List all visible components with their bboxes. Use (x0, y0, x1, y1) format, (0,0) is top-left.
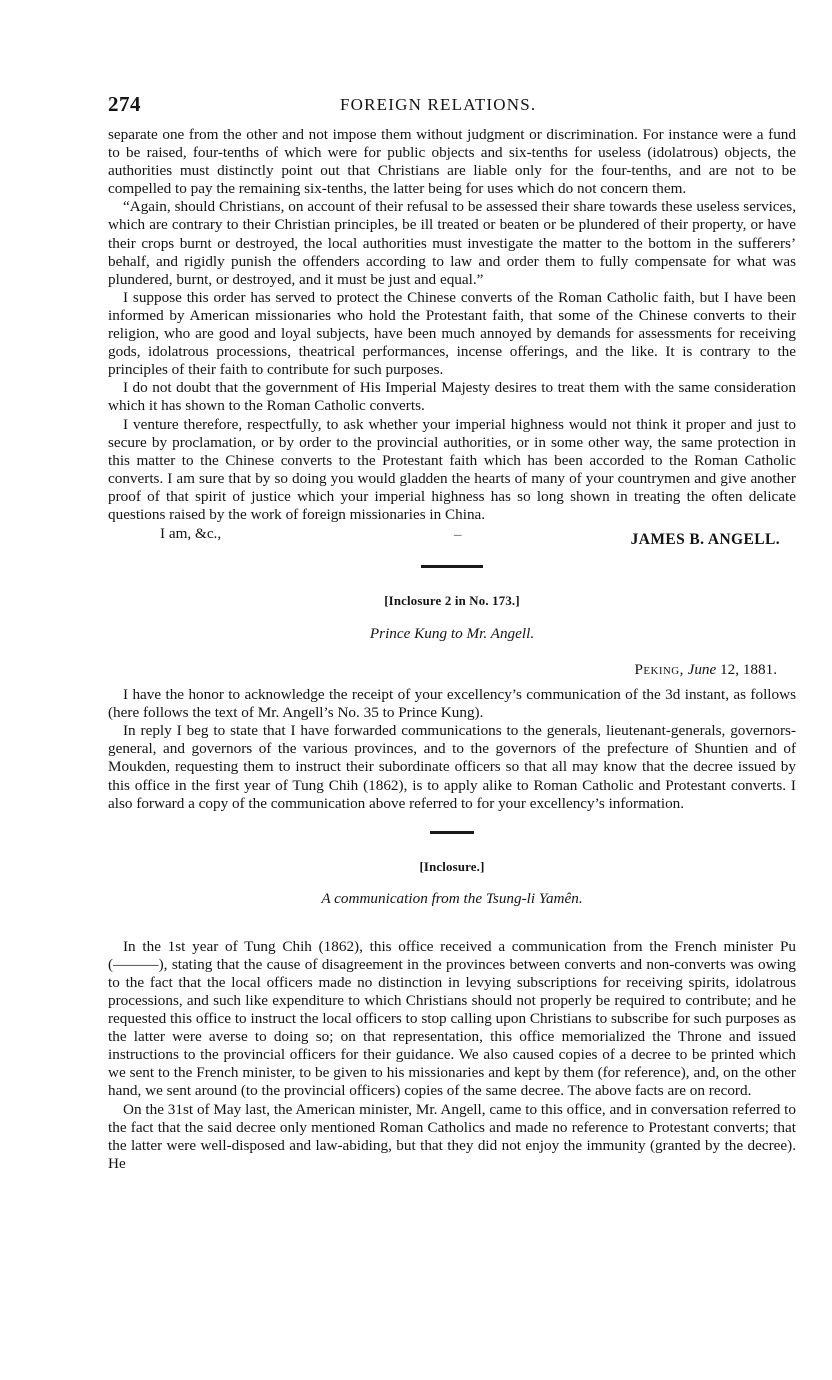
letter-paragraph: I suppose this order has served to protect the Chinese converts of the Roman Catholic faith, but I have been informed by American missionaries who hold the Protestant faith, that some of the Chinese converts to their religion, who are good and loyal subjects, have been much annoyed by demands for assessments for receiving gods, idolatrous processions, theatrical performances, incense offerings, and the like. It is contrary to the principles of their faith to contribute for such purposes. (108, 288, 796, 379)
running-title: FOREIGN RELATIONS. (340, 95, 537, 114)
page-number: 274 (108, 92, 141, 116)
signature: JAMES B. ANGELL. (630, 531, 780, 549)
inclosure-label: [Inclosure 2 in No. 173.] (384, 594, 520, 609)
section-divider (430, 831, 474, 834)
communication-paragraph: On the 31st of May last, the American minister, Mr. Angell, came to this office, and in conversation referred to the fact that the said decree only mentioned Roman Catholics and made no reference to Protestant converts; that the latter were well-disposed and law-abiding, but that they did not enjoy the immunity (granted by the decree). He (108, 1100, 796, 1172)
dateline-date: 12, 1881. (720, 661, 777, 679)
section-divider (421, 565, 483, 568)
communication-body (108, 938, 796, 1173)
letter-paragraph: separate one from the other and not impose them without judgment or discrimination. For instance were a fund to be raised, four-tenths of which were for public objects and six-tenths for useless (idolatrous) objects, the authorities must distinctly point out that Christians are liable only for the four-tenths, and are not to be compelled to pay the remaining six-tenths, the latter being for uses which do not concern them. (108, 126, 796, 198)
document-title: Prince Kung to Mr. Angell. (369, 625, 535, 643)
inclosure-paragraph: I have the honor to acknowledge the receipt of your excellency’s communication of the 3d instant, as follows (here follows the text of Mr. Angell’s No. 35 to Prince Kung). (108, 686, 796, 722)
closing-salutation: I am, &c., (160, 525, 222, 543)
stray-mark: – (454, 527, 462, 544)
document-page (108, 92, 796, 1173)
letter-paragraph: “Again, should Christians, on account of their refusal to be assessed their share towards these useless services, which are contrary to their Christian principles, be ill treated or beaten or be plundered of their property, or have their crops burnt or destroyed, the local authorities must investigate the matter to the bottom in the sufferers’ behalf, and rigidly punish the offenders according to law and order them to fully compensate for what was plundered, burnt, or destroyed, and it must be just and equal.” (108, 198, 796, 288)
inclosure-paragraph: In reply I beg to state that I have forwarded communications to the generals, lieutenant-generals, governors-general, and governors of the various provinces, and to the governors of the prefecture of Shuntien and of Moukden, requesting them to instruct their subordinate officers so that all may know that the decree issued by this office in the first year of Tung Chih (1862), is to apply alike to Roman Catholic and Protestant converts. I also forward a copy of the communication above referred to for your excellency’s information. (108, 722, 796, 812)
inclosure-body (108, 686, 796, 813)
running-head (108, 92, 796, 126)
dateline-place: Peking, (634, 661, 684, 679)
dateline-month: June (687, 661, 717, 679)
inclosure-label: [Inclosure.] (419, 859, 485, 874)
communication-paragraph: In the 1st year of Tung Chih (1862), this office received a communication from the French minister Pu (———), stating that the cause of disagreement in the provinces between converts and non-converts was owing to the fact that the local officers made no distinction in levying subscriptions for receiving spirits, idolatrous processions, and such like expenditure to which Christians should not properly be required to contribute; and he requested this office to instruct the local officers to stop calling upon Christians to subscribe for such purposes as the latter were averse to doing so; on that representation, this office memorialized the Throne and issued instructions to the provincial officers for their guidance. We also caused copies of a decree to be printed which we sent to the French minister, to be given to his missionaries and kept by them (for reference), and, on the other hand, we sent around (to the provincial officers) copies of the same decree. The above facts are on record. (108, 937, 796, 1100)
letter-paragraph: I do not doubt that the government of His Imperial Majesty desires to treat them with the same consideration which it has shown to the Roman Catholic converts. (108, 379, 796, 415)
dateline (108, 661, 796, 679)
letter-closing (108, 525, 796, 555)
letter-paragraph: I venture therefore, respectfully, to ask whether your imperial highness would not think it proper and just to secure by proclamation, or by order to the provincial authorities, or in some other way, the same protection in this matter to the Chinese converts to the Protestant faith which has been accorded to the Roman Catholic converts. I am sure that by so doing you would gladden the hearts of many of your countrymen and give another proof of that spirit of justice which your imperial highness has so long shown in treating the often delicate questions raised by the work of foreign missionaries in China. (108, 415, 796, 523)
letter-body (108, 126, 796, 524)
document-title: A communication from the Tsung-li Yamên. (321, 889, 583, 907)
